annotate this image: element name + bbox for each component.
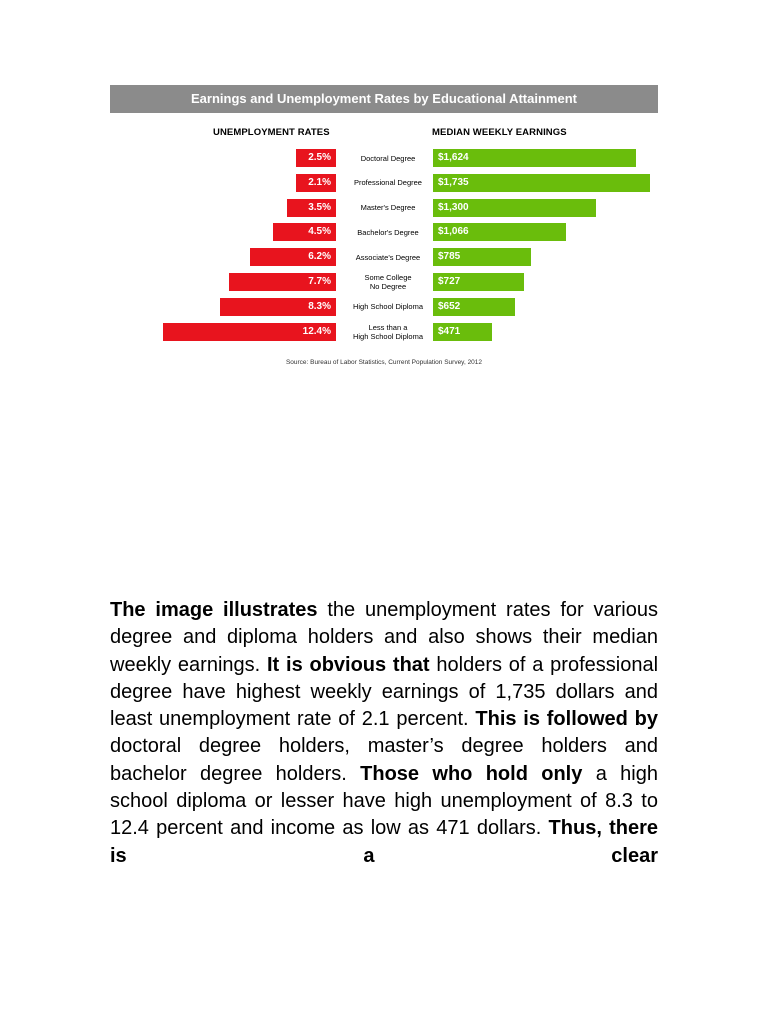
degree-label: Doctoral Degree: [360, 153, 416, 163]
bold-phrase: Thus, there is a clear: [110, 817, 659, 867]
unemployment-bar: 4.5%: [273, 223, 336, 241]
degree-label: Associate's Degree: [355, 252, 421, 262]
unemployment-bar: 12.4%: [163, 323, 336, 341]
bold-phrase: The image illustrates: [110, 599, 318, 621]
chart-row: [110, 323, 658, 343]
unemployment-bar: 3.5%: [287, 199, 336, 217]
unemployment-bar: 2.1%: [296, 174, 336, 192]
bold-phrase: This is followed by: [475, 708, 658, 731]
body-paragraph: [110, 597, 658, 870]
earnings-header: MEDIAN WEEKLY EARNINGS: [432, 127, 567, 138]
chart-row: [110, 273, 658, 293]
chart-source: Source: Bureau of Labor Statistics, Current Population Survey, 2012: [285, 359, 483, 366]
earnings-bar: $1,066: [433, 223, 566, 241]
chart-row: [110, 223, 658, 243]
earnings-bar: $785: [433, 248, 531, 266]
bold-phrase: Those who hold only: [360, 762, 583, 785]
unemployment-bar: 2.5%: [296, 149, 336, 167]
chart-row: [110, 248, 658, 268]
degree-label: Some College No Degree: [364, 273, 412, 291]
unemployment-bar: 6.2%: [250, 248, 337, 266]
unemployment-bar: 8.3%: [220, 298, 336, 316]
chart-row: [110, 298, 658, 318]
earnings-bar: $471: [433, 323, 492, 341]
bold-phrase: It is obvious that: [267, 653, 430, 676]
earnings-bar: $727: [433, 273, 524, 291]
earnings-bar: $1,735: [433, 174, 650, 192]
chart-title: Earnings and Unemployment Rates by Educational Attainment: [110, 85, 658, 113]
unemployment-header: UNEMPLOYMENT RATES: [213, 127, 330, 138]
text-span: doctoral degree holders, master’s degree holders and bachelor degree holders.: [110, 735, 658, 785]
earnings-unemployment-chart: [110, 85, 658, 370]
chart-row: [110, 199, 658, 219]
earnings-bar: $1,300: [433, 199, 596, 217]
chart-row: [110, 174, 658, 194]
degree-label: Bachelor's Degree: [357, 227, 419, 237]
degree-label: Professional Degree: [354, 178, 422, 188]
text-span: a high school diploma or lesser have high unemployment of 8.3 to 12.4 percent and income as low as 471 dollars.: [110, 762, 658, 840]
earnings-bar: $1,624: [433, 149, 636, 167]
degree-label: High School Diploma: [352, 302, 424, 312]
degree-label: Master's Degree: [360, 203, 416, 213]
text-span: holders of a professional degree have highest weekly earnings of 1,735 dollars and least unemployment rate of 2.1 percent.: [110, 653, 659, 731]
earnings-bar: $652: [433, 298, 515, 316]
degree-label: Less than a High School Diploma: [352, 322, 424, 341]
unemployment-bar: 7.7%: [229, 273, 336, 291]
text-span: the unemployment rates for various degree and diploma holders and also shows their median weekly earnings.: [110, 599, 658, 676]
chart-row: [110, 149, 658, 169]
